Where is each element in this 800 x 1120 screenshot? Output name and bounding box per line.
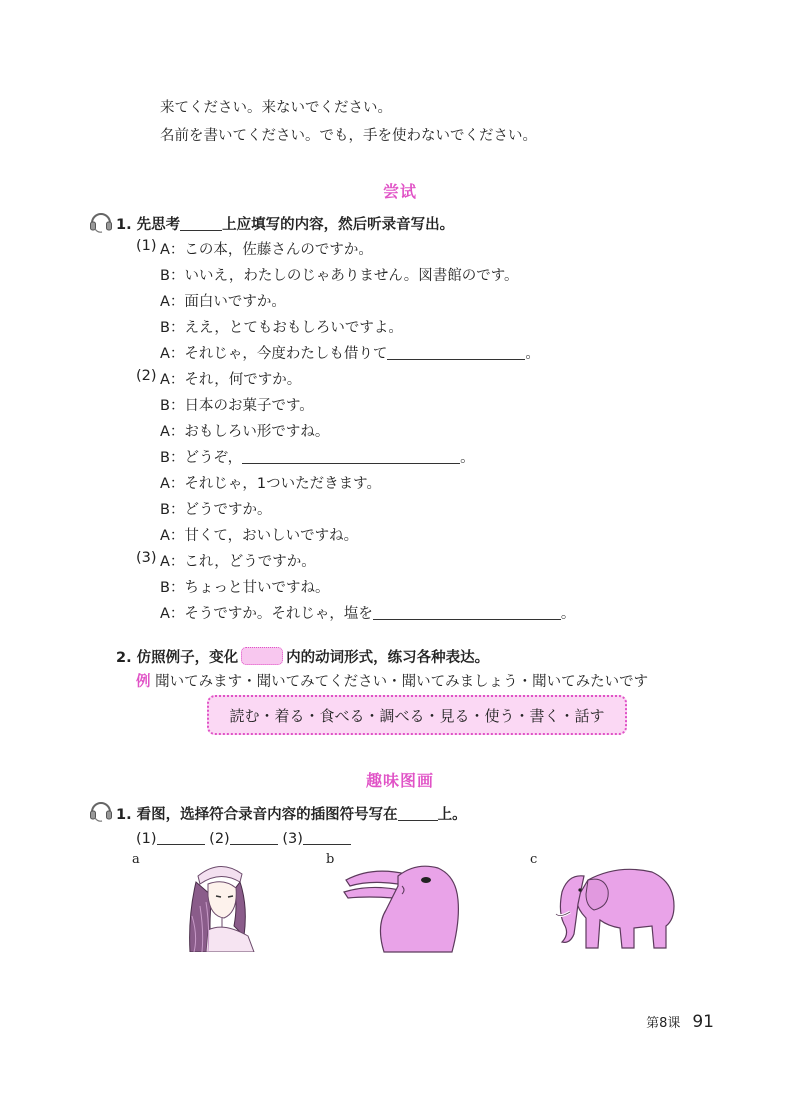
speaker: A： bbox=[160, 424, 185, 440]
answer-number: (1) bbox=[136, 831, 157, 847]
answer-number: (3) bbox=[282, 831, 303, 847]
answer-number: (2) bbox=[209, 831, 230, 847]
question-number: 1. bbox=[116, 807, 132, 823]
dialog-end: 。 bbox=[525, 346, 540, 362]
dialog-text: これ，どうですか。 bbox=[184, 554, 316, 570]
dialog-line bbox=[160, 524, 358, 545]
speaker: B： bbox=[160, 320, 185, 336]
question-text-pre: 仿照例子，变化 bbox=[136, 650, 239, 666]
dialog-line bbox=[160, 550, 316, 571]
answer-blank bbox=[242, 449, 460, 464]
answer-line bbox=[136, 830, 351, 847]
answer-blank bbox=[157, 830, 205, 845]
verb-list-box bbox=[207, 695, 627, 735]
headphones-icon bbox=[88, 797, 114, 823]
answer-blank bbox=[387, 345, 525, 360]
text-line: 来てください。来ないでください。 bbox=[160, 100, 392, 116]
page-footer bbox=[646, 1012, 714, 1032]
speaker: B： bbox=[160, 398, 185, 414]
dialog-line bbox=[160, 602, 575, 623]
question-text-pre: 看图，选择符合录音内容的插图符号写在 bbox=[136, 807, 398, 823]
rabbit-illustration bbox=[342, 856, 466, 954]
speaker: B： bbox=[160, 450, 185, 466]
dialog-end: 。 bbox=[560, 606, 576, 622]
dialog-text: 日本のお菓子です。 bbox=[184, 398, 314, 414]
dialog-text: いいえ，わたしのじゃありません。図書館のです。 bbox=[184, 268, 519, 284]
dialog-line bbox=[160, 394, 314, 415]
page-number: 91 bbox=[692, 1012, 714, 1032]
dialog-line bbox=[160, 238, 373, 259]
question-1 bbox=[116, 213, 454, 234]
answer-blank bbox=[398, 806, 438, 821]
dialog-line bbox=[160, 368, 301, 389]
dialog-text: ちょっと甘いですね。 bbox=[184, 580, 330, 596]
dialog-text: それじゃ，今度わたしも借りて bbox=[184, 346, 388, 362]
question-1-picture bbox=[116, 803, 467, 824]
dialog-text: 面白いですか。 bbox=[184, 294, 286, 310]
verb-list: 読む・着る・食べる・調べる・見る・使う・書く・話す bbox=[229, 706, 605, 725]
dialog-line bbox=[160, 264, 519, 285]
dialog-text: ええ，とてもおもしろいですよ。 bbox=[184, 320, 403, 336]
speaker: A： bbox=[160, 294, 185, 310]
example-mark: 例 bbox=[136, 674, 151, 690]
speaker: A： bbox=[160, 606, 185, 622]
dialog-end: 。 bbox=[460, 450, 475, 466]
question-number: 1. bbox=[116, 217, 132, 233]
dialog-text: そうですか。それじゃ，塩を bbox=[184, 606, 373, 622]
speaker: A： bbox=[160, 346, 185, 362]
dialog-line bbox=[160, 420, 329, 441]
dialog-text: この本，佐藤さんのですか。 bbox=[184, 242, 373, 258]
example-text: 聞いてみます・聞いてみてください・聞いてみましょう・聞いてみたいです bbox=[155, 674, 649, 690]
speaker: A： bbox=[160, 242, 185, 258]
dialog-number: (1) bbox=[136, 238, 157, 254]
section-title-try: 尝试 bbox=[382, 182, 417, 201]
dotted-box-marker bbox=[241, 647, 283, 665]
example-line bbox=[136, 670, 648, 691]
dialog-number: (2) bbox=[136, 368, 157, 384]
section-title-picture-fun: 趣味图画 bbox=[365, 771, 434, 790]
speaker: A： bbox=[160, 476, 185, 492]
question-2 bbox=[116, 646, 489, 667]
answer-blank bbox=[180, 216, 222, 231]
answer-blank bbox=[230, 830, 278, 845]
dialog-line bbox=[160, 498, 271, 519]
dialog-line bbox=[160, 472, 381, 493]
question-text-post: 上应填写的内容，然后听录音写出。 bbox=[222, 217, 455, 233]
elephant-illustration bbox=[548, 860, 680, 950]
question-text-pre: 先思考 bbox=[136, 217, 181, 233]
speaker: B： bbox=[160, 580, 185, 596]
lesson-label: 第8课 bbox=[646, 1016, 681, 1031]
dialog-text: どうぞ， bbox=[184, 450, 243, 466]
dialog-line bbox=[160, 290, 286, 311]
dialog-text: それ，何ですか。 bbox=[184, 372, 302, 388]
question-text-post: 内的动词形式，练习各种表达。 bbox=[286, 650, 490, 666]
image-label-b: b bbox=[326, 852, 335, 867]
dialog-text: どうですか。 bbox=[184, 502, 272, 518]
question-number: 2. bbox=[116, 650, 132, 666]
dialog-text: 甘くて，おいしいですね。 bbox=[184, 528, 359, 544]
speaker: B： bbox=[160, 268, 185, 284]
girl-illustration bbox=[178, 856, 262, 952]
dialog-line bbox=[160, 316, 403, 337]
text-line: 名前を書いてください。でも，手を使わないでください。 bbox=[160, 128, 537, 144]
answer-blank bbox=[373, 605, 561, 620]
dialog-number: (3) bbox=[136, 550, 157, 566]
image-label-c: c bbox=[530, 852, 538, 867]
dialog-line bbox=[160, 342, 540, 363]
image-label-a: a bbox=[132, 852, 140, 867]
question-text-post: 上。 bbox=[437, 807, 467, 823]
dialog-line bbox=[160, 576, 329, 597]
dialog-text: それじゃ，1ついただきます。 bbox=[184, 476, 381, 492]
speaker: A： bbox=[160, 372, 185, 388]
dialog-line bbox=[160, 446, 475, 467]
speaker: A： bbox=[160, 528, 185, 544]
speaker: B： bbox=[160, 502, 185, 518]
headphones-icon bbox=[88, 208, 114, 234]
speaker: A： bbox=[160, 554, 185, 570]
dialog-text: おもしろい形ですね。 bbox=[184, 424, 330, 440]
answer-blank bbox=[303, 830, 351, 845]
